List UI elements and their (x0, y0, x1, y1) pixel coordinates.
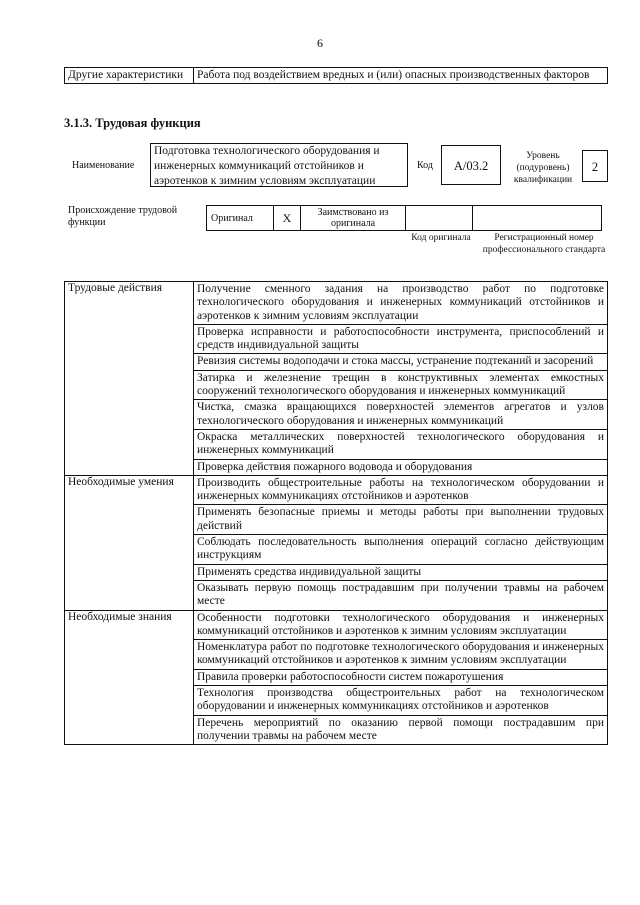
table-item: Технология производства общестроительных работ на технологическом оборудовании и инженерных коммуникациях отстойников и аэротенков (194, 686, 608, 716)
table-item: Применять средства индивидуальной защиты (194, 564, 608, 580)
qualification-level-value: 2 (582, 150, 608, 182)
other-characteristics-value: Работа под воздействием вредных и (или) опасных производственных факторов (194, 68, 608, 84)
code-original-caption: Код оригинала (411, 233, 471, 243)
category-label: Трудовые действия (65, 282, 194, 476)
table-item: Ревизия системы водоподачи и стока массы, устранение подтеканий и засорений (194, 354, 608, 370)
name-label: Наименование (72, 160, 135, 171)
table-row (65, 610, 608, 640)
table-row (65, 475, 608, 505)
table-row (65, 282, 608, 325)
other-characteristics-table (64, 67, 608, 84)
table-item: Чистка, смазка вращающихся поверхностей элементов агрегатов и узлов технологического оборудования и инженерных коммуникаций (194, 400, 608, 430)
table-item: Получение сменного задания на производство работ по подготовке технологического оборудования и инженерных коммуникаций отстойников и аэротенков к зимним условиям эксплуатации (194, 282, 608, 325)
page-number: 6 (317, 36, 323, 50)
origin-original-mark: X (274, 206, 301, 231)
origin-table (206, 205, 602, 231)
table-item: Перечень мероприятий по оказанию первой помощи пострадавшим при получении травмы на рабочем месте (194, 715, 608, 745)
table-item: Производить общестроительные работы на технологическом оборудовании и инженерных коммуникациях отстойников и аэротенков (194, 475, 608, 505)
origin-code-cell (406, 206, 473, 231)
origin-reg-number-cell (473, 206, 602, 231)
table-item: Оказывать первую помощь пострадавшим при получении травмы на рабочем месте (194, 580, 608, 610)
origin-borrowed-label: Заимствовано из оригинала (301, 206, 406, 231)
category-label: Необходимые умения (65, 475, 194, 610)
labor-function-table (64, 281, 608, 745)
table-item: Окраска металлических поверхностей технологического оборудования и инженерных коммуникаций (194, 429, 608, 459)
section-title: 3.1.3. Трудовая функция (64, 116, 201, 130)
origin-label: Происхождение трудовой функции (68, 205, 178, 228)
origin-original-label: Оригинал (207, 206, 274, 231)
table-item: Особенности подготовки технологического оборудования и инженерных коммуникаций отстойников и аэротенков к зимним условиям эксплуатации (194, 610, 608, 640)
function-name: Подготовка технологического оборудования и инженерных коммуникаций отстойников и аэротенков к зимним условиям эксплуатации (150, 143, 408, 187)
table-item: Затирка и железнение трещин в конструктивных элементах емкостных сооружений технологического оборудования и инженерных коммуникаций (194, 370, 608, 400)
reg-number-caption: Регистрационный номер профессионального стандарта (482, 233, 606, 255)
table-item: Проверка исправности и работоспособности инструмента, приспособлений и средств индивидуальной защиты (194, 324, 608, 354)
code-label: Код (417, 160, 433, 171)
table-item: Соблюдать последовательность выполнения операций согласно действующим инструкциям (194, 535, 608, 565)
table-item: Правила проверки работоспособности систем пожаротушения (194, 669, 608, 685)
table-item: Номенклатура работ по подготовке технологического оборудования и инженерных коммуникаций отстойников и аэротенков к зимним условиям эксплуатации (194, 640, 608, 670)
function-code: A/03.2 (441, 145, 501, 185)
table-item: Проверка действия пожарного водовода и оборудования (194, 459, 608, 475)
qualification-level-label: Уровень (подуровень) квалификации (513, 151, 573, 185)
category-label: Необходимые знания (65, 610, 194, 745)
other-characteristics-label: Другие характеристики (65, 68, 194, 84)
table-item: Применять безопасные приемы и методы работы при выполнении трудовых действий (194, 505, 608, 535)
